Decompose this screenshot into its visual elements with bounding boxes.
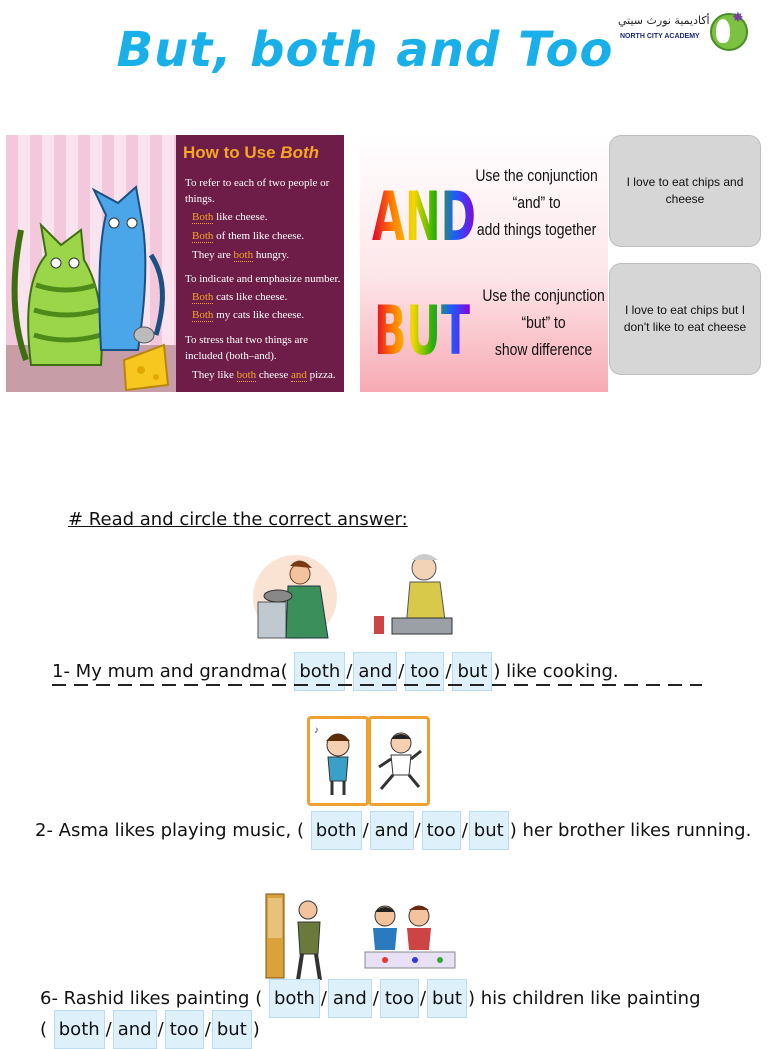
example-text: Both of them like cheese.: [192, 230, 305, 242]
boy-running-illustration: [368, 716, 430, 806]
logo-english-text: NORTH CITY ACADEMY: [620, 33, 700, 40]
rule-text: To indicate and emphasize number.: [185, 273, 341, 285]
option-and[interactable]: and: [370, 811, 414, 850]
question-2: 2- Asma likes playing music, ( both / and / too / but ) her brother likes running.: [35, 811, 751, 850]
question-1-end: like cooking.: [506, 661, 619, 682]
question-6-text: 6- Rashid likes painting: [40, 988, 250, 1009]
option-too[interactable]: too: [380, 979, 419, 1018]
question-6-continued: ( both / and / too / but ): [40, 1010, 260, 1049]
and-explanation: Use the conjunction “and” to add things together: [475, 166, 598, 239]
and-but-panel: [360, 134, 608, 392]
answer-dashed-line: [52, 684, 702, 686]
option-and[interactable]: and: [113, 1010, 157, 1049]
both-rules-box: [176, 135, 344, 392]
question-6: 6- Rashid likes painting ( both / and / too / but ) his children like painting: [40, 979, 701, 1018]
option-both[interactable]: both: [54, 1010, 105, 1049]
rule-text: things.: [185, 193, 215, 205]
example-text: Both like cheese.: [192, 211, 268, 223]
svg-text:♪: ♪: [314, 725, 319, 736]
question-1-text: 1- My mum and grandma: [52, 661, 281, 682]
option-but[interactable]: but: [427, 979, 467, 1018]
svg-text:AND: AND: [372, 178, 476, 257]
option-but[interactable]: but: [469, 811, 509, 850]
option-both[interactable]: both: [294, 652, 345, 691]
option-but[interactable]: but: [212, 1010, 252, 1049]
svg-text:BUT: BUT: [374, 292, 471, 371]
example-box-and: I love to eat chips and cheese: [609, 135, 761, 247]
option-too[interactable]: too: [422, 811, 461, 850]
cooking-woman-illustration: [250, 552, 340, 642]
painter-illustration: [262, 888, 332, 986]
cats-illustration: [6, 135, 176, 392]
option-both[interactable]: both: [311, 811, 362, 850]
girl-music-illustration: [307, 716, 369, 806]
example-text: They like both cheese and pizza.: [192, 369, 336, 381]
option-and[interactable]: and: [353, 652, 397, 691]
but-word-graphic: [374, 282, 484, 372]
and-word-graphic: [372, 168, 482, 258]
both-heading: How to Use Both: [183, 143, 320, 162]
rule-text: To stress that two things are: [185, 334, 308, 346]
question-2-text: 2- Asma likes playing music,: [35, 820, 292, 841]
example-text: Both cats like cheese.: [192, 291, 288, 303]
children-painting-illustration: [355, 900, 460, 972]
grandma-illustration: [372, 548, 462, 640]
option-too[interactable]: too: [165, 1010, 204, 1049]
both-usage-panel: [6, 135, 344, 392]
instruction-heading: # Read and circle the correct answer:: [68, 509, 408, 530]
option-but[interactable]: but: [452, 652, 492, 691]
academy-logo: [614, 9, 760, 50]
question-2-end: her brother likes running.: [522, 820, 752, 841]
example-text: They are both hungry.: [192, 249, 290, 261]
question-6-end: his children like painting: [480, 988, 701, 1009]
logo-star-icon: ✸: [732, 9, 744, 25]
rule-text: To refer to each of two people or: [185, 177, 330, 189]
example-box-but: I love to eat chips but I don't like to eat cheese: [609, 263, 761, 375]
rule-text: included (both–and).: [185, 350, 277, 362]
but-explanation: Use the conjunction “but” to show difference: [482, 286, 605, 359]
option-both[interactable]: both: [269, 979, 320, 1018]
page-title: But, both and Too: [116, 22, 614, 78]
question-1: 1- My mum and grandma( both / and / too / but ) like cooking.: [52, 652, 619, 691]
option-and[interactable]: and: [328, 979, 372, 1018]
logo-arabic-text: أكاديمية نورث سيتي: [618, 14, 710, 27]
example-text: Both my cats like cheese.: [192, 309, 305, 321]
option-too[interactable]: too: [405, 652, 444, 691]
